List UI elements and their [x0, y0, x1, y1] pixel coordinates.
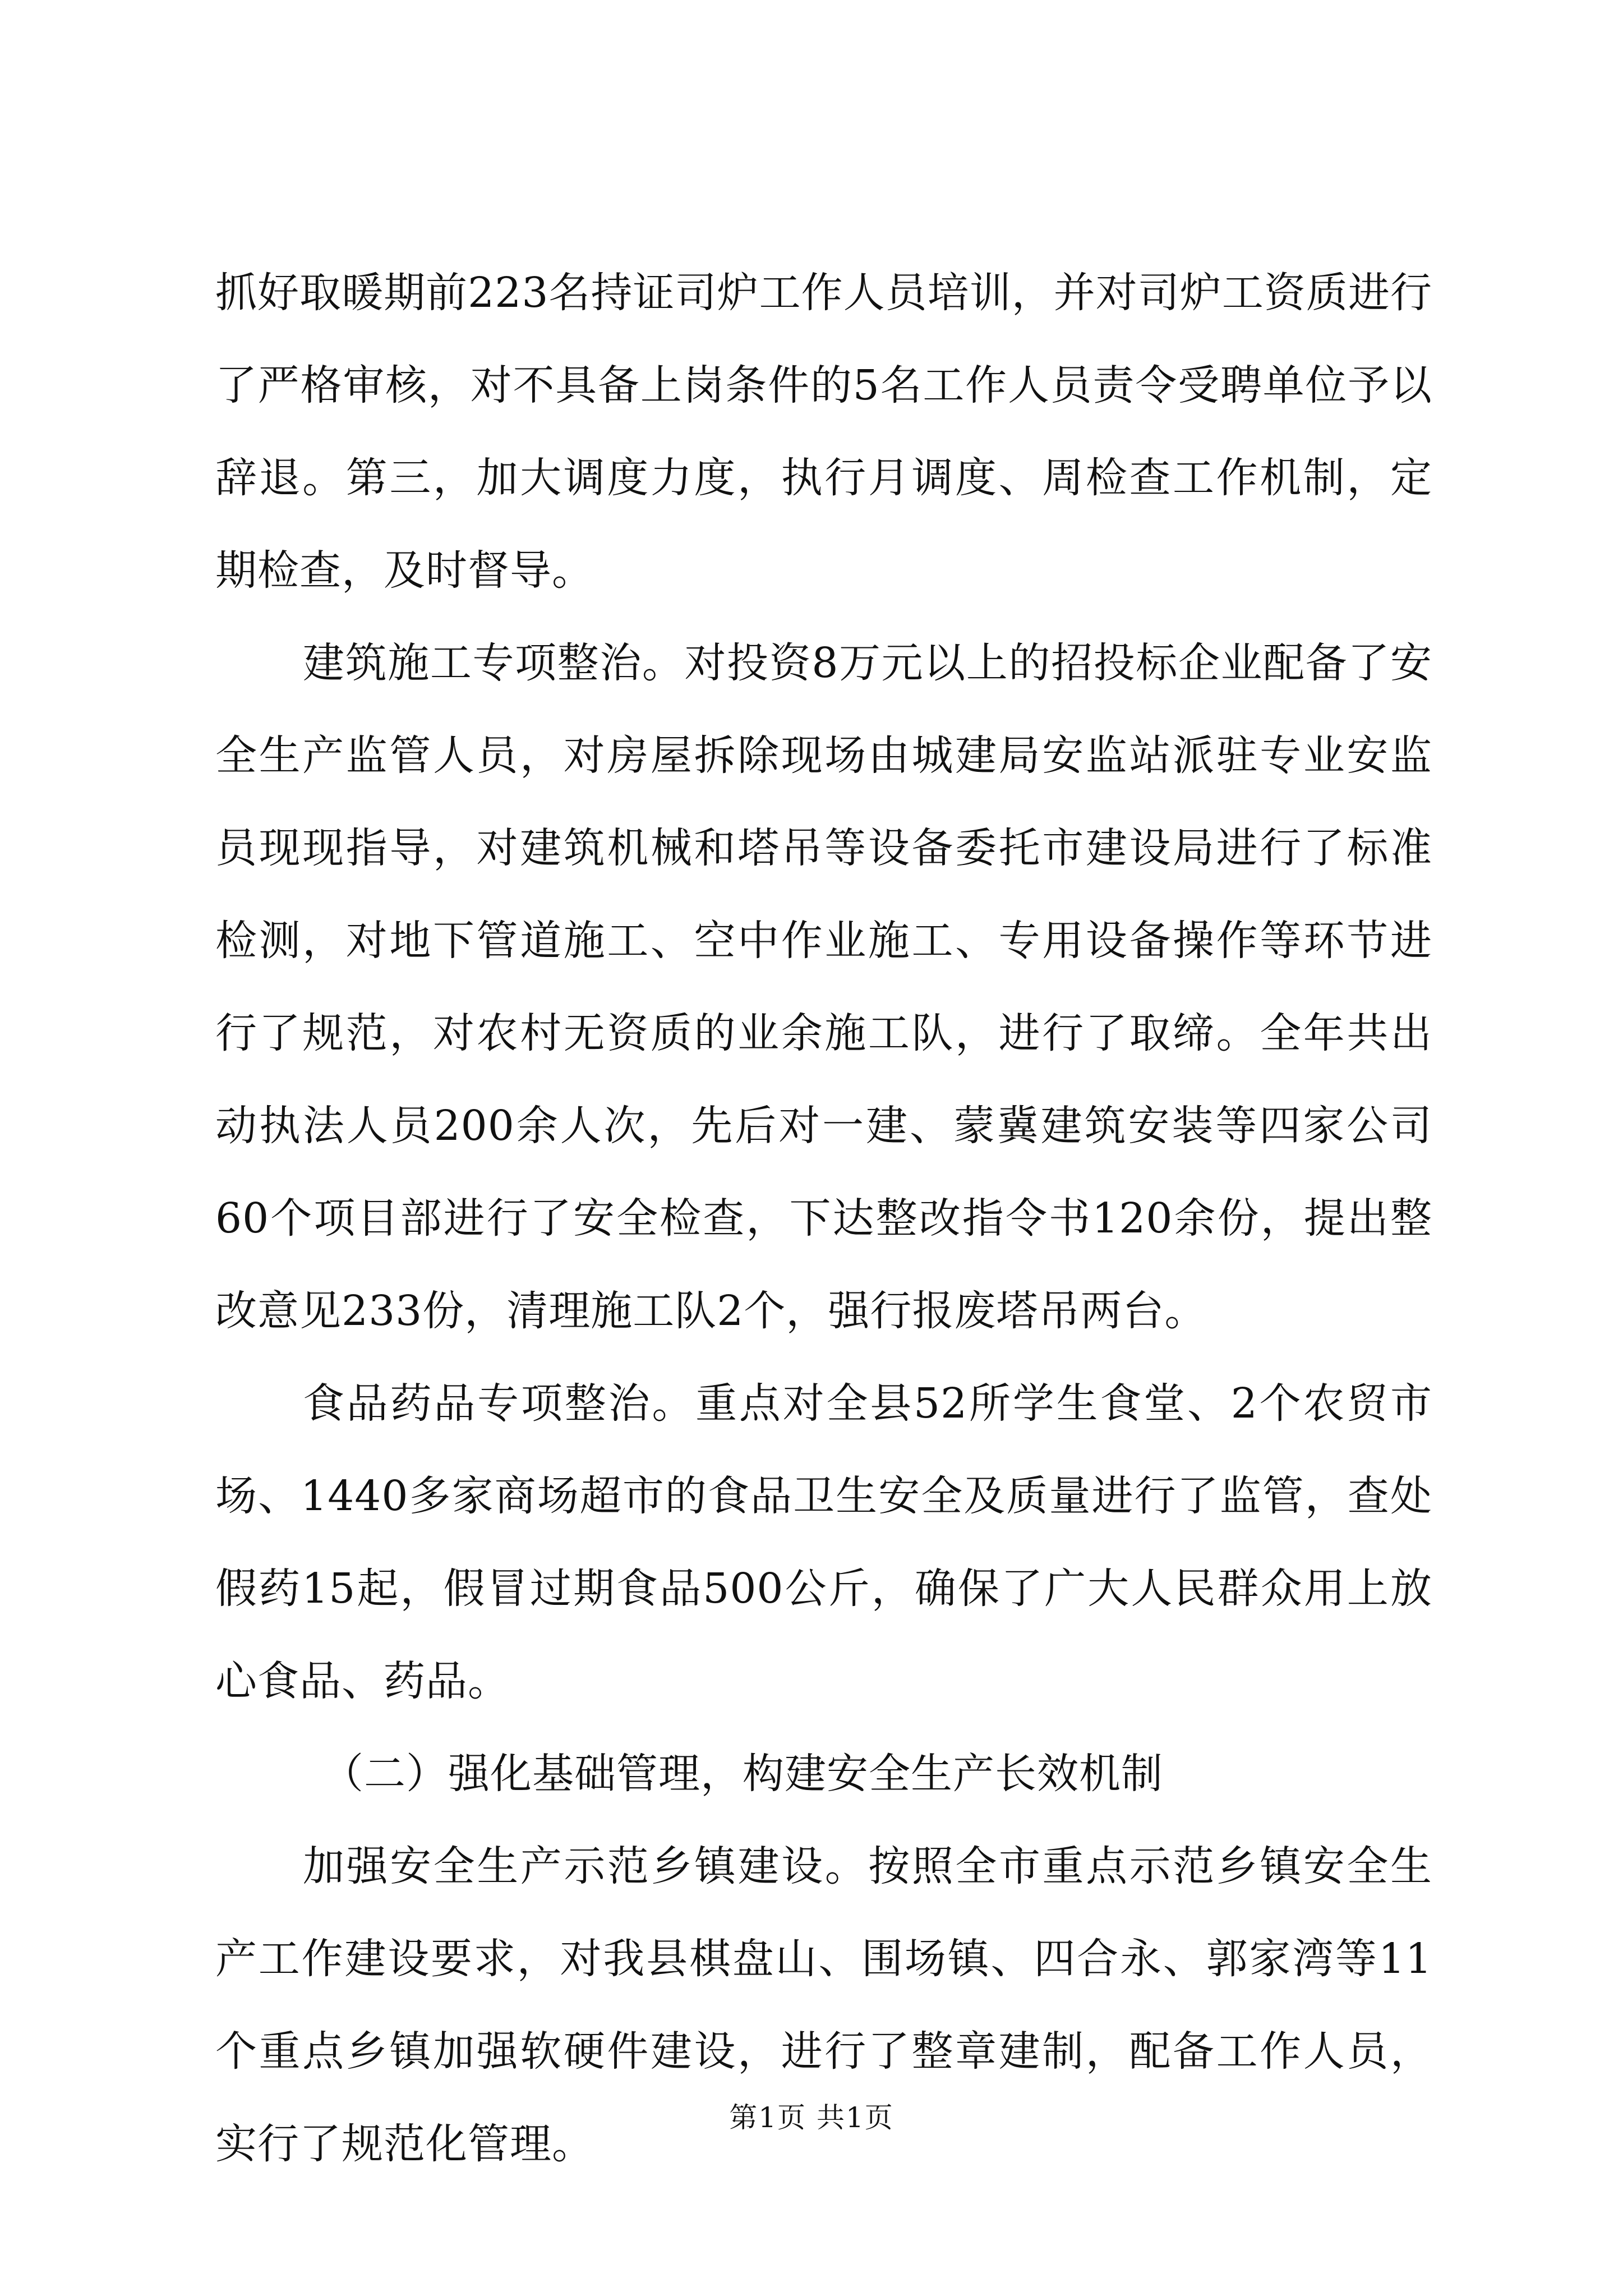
paragraph-demo-town: 加强安全生产示范乡镇建设。按照全市重点示范乡镇安全生产工作建设要求，对我县棋盘山、围场镇、四合永、郭家湾等11个重点乡镇加强软硬件建设，进行了整章建制，配备工作人员，实行了规范化管理。 [215, 1842, 1432, 2168]
page-footer: 第1页 共1页 [729, 2101, 894, 2134]
document-body [215, 247, 1432, 2191]
paragraph-construction: 建筑施工专项整治。对投资8万元以上的招投标企业配备了安全生产监管人员，对房屋拆除现场由城建局安监站派驻专业安监员现现指导，对建筑机械和塔吊等设备委托市建设局进行了标准检测，对地下管道施工、空中作业施工、专用设备操作等环节进行了规范，对农村无资质的业余施工队，进行了取缔。全年共出动执法人员200余人次，先后对一建、蒙冀建筑安装等四家公司60个项目部进行了安全检查，下达整改指令书120余份，提出整改意见233份，清理施工队2个，强行报废塔吊两台。 [215, 639, 1432, 1335]
paragraph-continuation: 抓好取暖期前223名持证司炉工作人员培训，并对司炉工资质进行了严格审核，对不具备上岗条件的5名工作人员责令受聘单位予以辞退。第三，加大调度力度，执行月调度、周检查工作机制，定期检查，及时督导。 [215, 269, 1432, 595]
paragraph-food-drug: 食品药品专项整治。重点对全县52所学生食堂、2个农贸市场、1440多家商场超市的食品卫生安全及质量进行了监管，查处假药15起，假冒过期食品500公斤，确保了广大人民群众用上放心食品、药品。 [215, 1379, 1432, 1705]
section-heading: （二）强化基础管理，构建安全生产长效机制 [322, 1750, 1163, 1798]
